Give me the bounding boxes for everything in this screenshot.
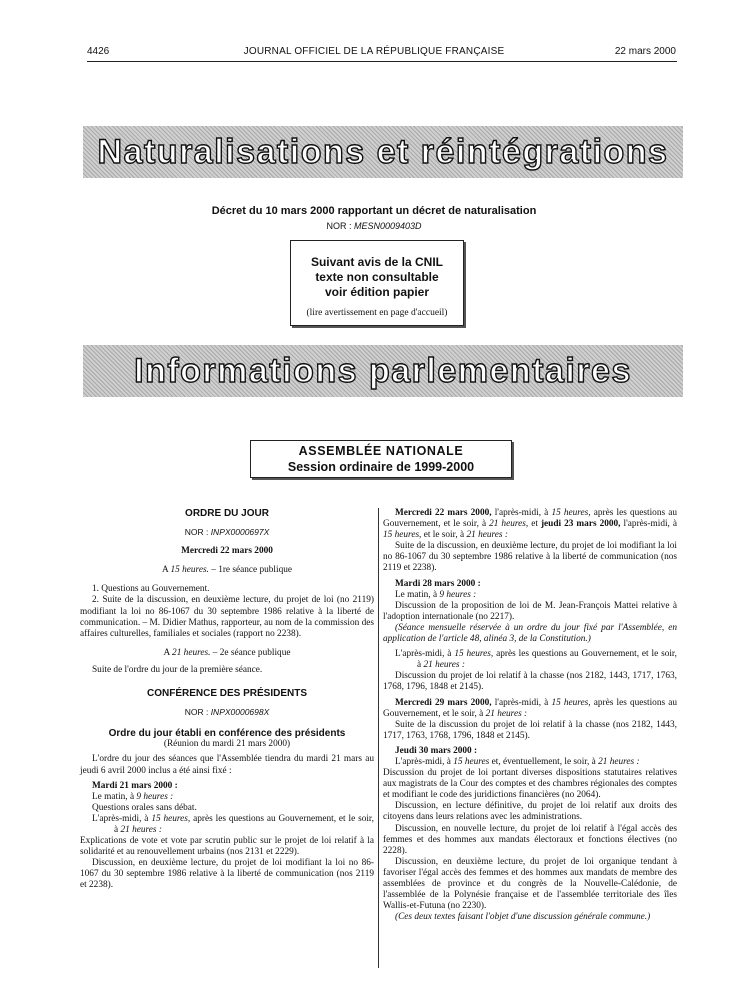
decret-title: Décret du 10 mars 2000 rapportant un décret de naturalisation [211, 205, 537, 217]
cnil-line-2: texte non consultable [315, 270, 439, 284]
journal-title: JOURNAL OFFICIEL DE LA RÉPUBLIQUE FRANÇAISE [243, 46, 505, 57]
apres-midi-30-line: L'après-midi, à 15 heures et, éventuellement, le soir, à 21 heures : [395, 756, 640, 767]
chasse-paragraph-2: Suite de la discussion du projet de loi relatif à la chasse (nos 2182, 1443, 1717, 1763, 1768, 1796, 1848 et 2145). [383, 719, 677, 741]
running-header [0, 46, 748, 60]
banner-title: Naturalisations et réintégrations [97, 132, 669, 171]
right-column [383, 508, 677, 923]
conference-nor [80, 707, 374, 718]
proposition-paragraph: Discussion de la proposition de loi de M. Jean-François Mattei relative à l'adoption internationale (no 2217). [383, 600, 677, 622]
item-1: 1. Questions au Gouvernement. [92, 584, 210, 595]
suite-discussion: Suite de la discussion, en deuxième lecture, du projet de loi modifiant la loi no 86-1067 du 30 septembre 1986 relative à la liberté de communication (nos 2119 et 2238). [383, 541, 677, 574]
mardi-21-heading: Mardi 21 mars 2000 : [92, 780, 178, 791]
assemblee-title: ASSEMBLÉE NATIONALE [298, 444, 464, 458]
nouvelle-lecture: Discussion, en nouvelle lecture, du projet de loi relatif à l'égal accès des femmes et des hommes aux mandats électoraux et fonctions électives (no 2228). [383, 823, 677, 856]
informations-banner [83, 345, 683, 397]
apres-midi-line: L'après-midi, à 15 heures, après les questions au Gouvernement, et le soir, à 21 heures : [92, 813, 374, 835]
cnil-note: (lire avertissement en page d'accueil) [306, 308, 448, 318]
ordre-nor [80, 527, 374, 538]
session-title: Session ordinaire de 1999-2000 [287, 460, 475, 474]
explications-paragraph: Explications de vote et vote par scrutin public sur le projet de loi relatif à la solidarité et au renouvellement urbains (nos 2131 et 2229). [80, 836, 374, 858]
date-heading: Mercredi 22 mars 2000 [181, 546, 273, 557]
matin-line: Le matin, à 9 heures : [92, 791, 174, 802]
nor-label: NOR : [184, 527, 209, 538]
seance-mensuelle: (Séance mensuelle réservée à un ordre du jour fixé par l'Assemblée, en application de l'article 48, alinéa 3, de la Constitution.) [383, 622, 677, 645]
issue-date: 22 mars 2000 [614, 46, 676, 57]
lecture-definitive: Discussion, en lecture définitive, du projet de loi relatif aux droits des citoyens dans leurs relations avec les administrations. [383, 801, 677, 823]
page-number: 4426 [87, 46, 110, 57]
ordre-etabli-heading: Ordre du jour établi en conférence des présidents [108, 728, 346, 740]
column-divider [378, 508, 379, 968]
matin-28-line: Le matin, à 9 heures : [395, 589, 477, 600]
cnil-notice-box [290, 240, 464, 326]
discussion-paragraph: Discussion, en deuxième lecture, du projet de loi modifiant la loi no 86-1067 du 30 septembre 1986 relative à la liberté de communication (nos 2119 et 2238). [80, 858, 374, 891]
mardi-28-heading: Mardi 28 mars 2000 : [395, 578, 481, 589]
item-2: 2. Suite de la discussion, en deuxième lecture, du projet de loi (no 2119) modifiant la loi no 86-1067 du 30 septembre 1986 relative à la liberté de communication. – M. Didier Mathus, rapporteur, au nom de la commission des affaires culturelles, familiales et sociales (rapport no 2238). [80, 595, 374, 639]
conference-heading: CONFÉRENCE DES PRÉSIDENTS [146, 688, 308, 700]
intro-paragraph: L'ordre du jour des séances que l'Assemblée tiendra du mardi 21 mars au jeudi 6 avril 2000 inclus a été ainsi fixé : [80, 754, 374, 776]
seance-1-line: A 15 heures. – 1re séance publique [161, 565, 293, 576]
naturalisations-banner [83, 126, 683, 178]
left-column [80, 508, 374, 892]
mercredi-29-paragraph: Mercredi 29 mars 2000, l'après-midi, à 15 heures, après les questions au Gouvernement, et le soir, à 21 heures : [383, 697, 677, 719]
nor-label: NOR : [184, 707, 209, 718]
cnil-line-1: Suivant avis de la CNIL [310, 255, 444, 269]
assemblee-box [250, 440, 512, 478]
seance-2-line: A 21 heures. – 2e séance publique [163, 647, 291, 658]
nor-value: INPX0000698X [210, 707, 270, 718]
nor-value: INPX0000697X [210, 527, 270, 538]
reunion-line: (Réunion du mardi 21 mars 2000) [163, 739, 291, 750]
cnil-line-3: voir édition papier [324, 285, 429, 299]
chasse-paragraph-1: Discussion du projet de loi relatif à la chasse (nos 2182, 1443, 1717, 1763, 1768, 1796, 1848 et 2145). [383, 671, 677, 693]
nor-value: MESN0009403D [353, 221, 422, 231]
jeudi-30-heading: Jeudi 30 mars 2000 : [395, 745, 478, 756]
statut-paragraph: Discussion du projet de loi portant diverses dispositions statutaires relatives aux magistrats de la Cour des comptes et des chambres régionales des comptes et modifiant le code des juridictions financières (no 2064). [383, 768, 677, 801]
ordre-du-jour-heading: ORDRE DU JOUR [185, 508, 269, 519]
mercredi-22-paragraph: Mercredi 22 mars 2000, l'après-midi, à 15 heures, après les questions au Gouvernement, et le soir, à 21 heures, et jeudi 23 mars 2000, l'après-midi, à 15 heures, et le soir, à 21 heures : [383, 508, 678, 541]
suite-ordre: Suite de l'ordre du jour de la première séance. [92, 664, 263, 675]
header-rule [87, 61, 677, 62]
banner-title: Informations parlementaires [134, 351, 632, 390]
nor-label: NOR : [326, 221, 352, 231]
apres-midi-28-line: L'après-midi, à 15 heures, après les questions au Gouvernement, et le soir, à 21 heures : [395, 649, 677, 671]
questions-orales: Questions orales sans débat. [92, 802, 197, 813]
decret-nor [0, 221, 748, 231]
deux-textes-note: (Ces deux textes faisant l'objet d'une discussion générale commune.) [395, 912, 651, 923]
loi-organique: Discussion, en deuxième lecture, du projet de loi organique tendant à favoriser l'égal accès des femmes et des hommes aux mandats de membre des assemblées de province et du congrès de la Nouvelle-Calédonie, de l'assemblée de la Polynésie française et de l'assemblée territoriale des îles Wallis-et-Futuna (no 2230). [383, 856, 677, 912]
